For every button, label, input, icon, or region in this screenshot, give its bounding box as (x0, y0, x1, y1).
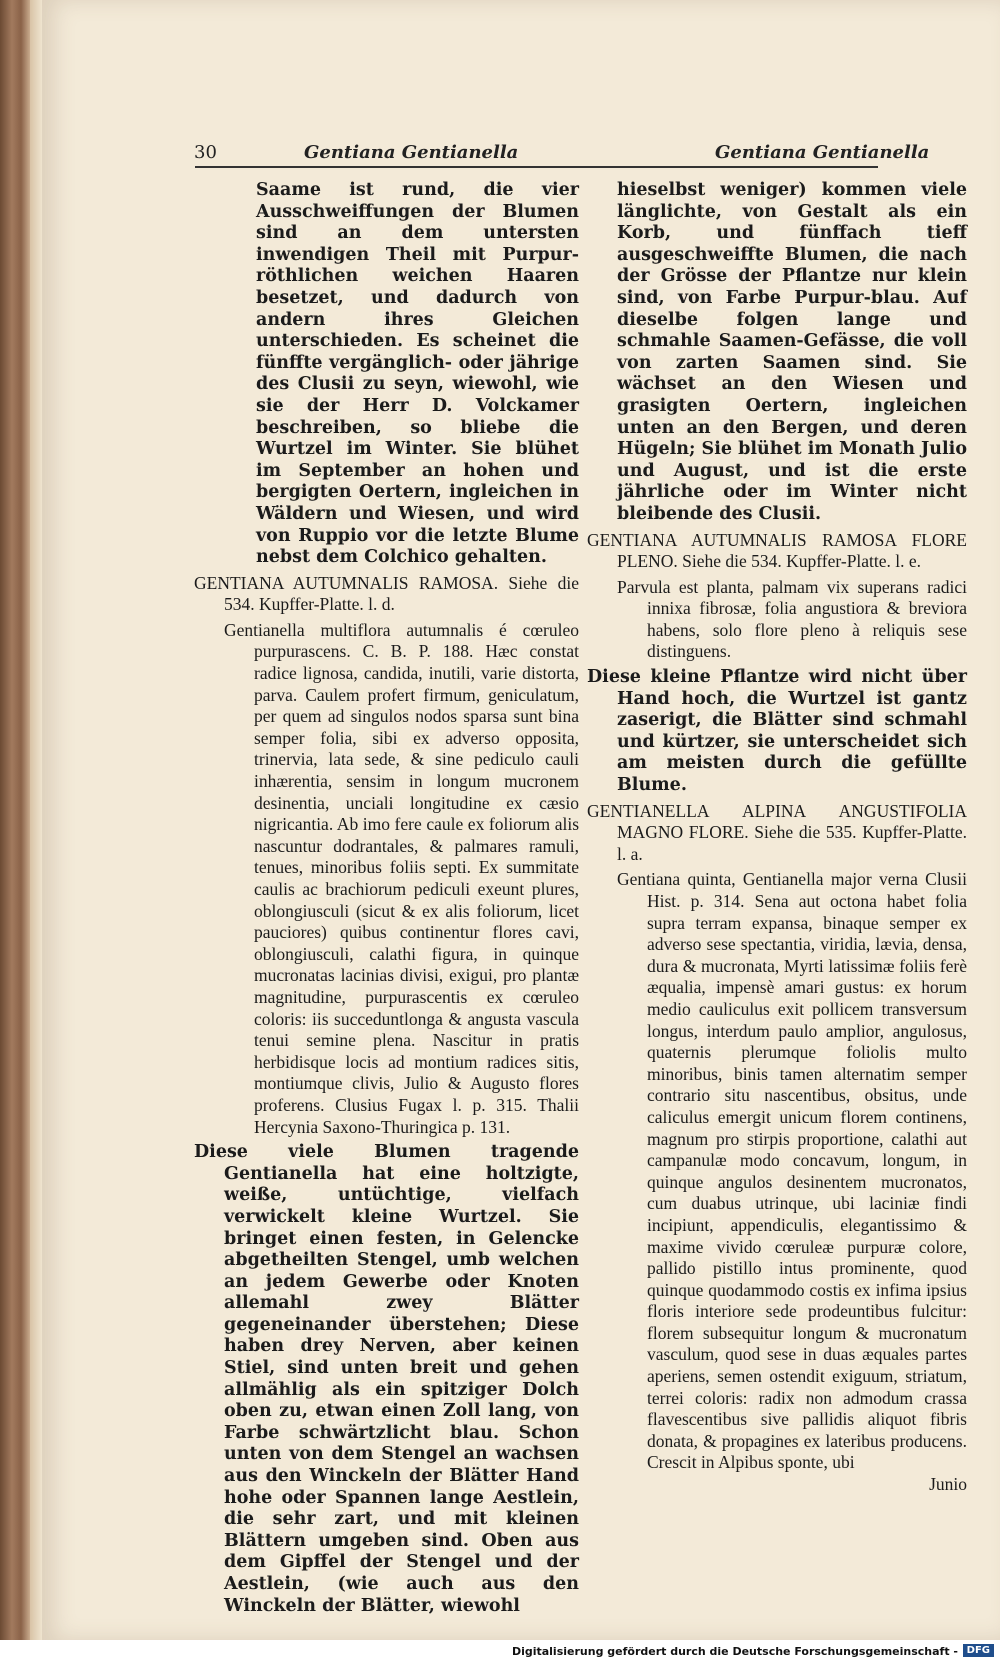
running-head-left: Gentiana Gentianella (304, 142, 519, 163)
page-number: 30 (194, 142, 217, 163)
catchword: Junio (929, 1474, 967, 1495)
running-head-right: Gentiana Gentianella (715, 142, 930, 163)
right-continued-paragraph: hieselbst weniger) kommen viele länglichte, von Gestalt als ein Korb, und fünffach tieff ausgeschweiffte Blumen, die nach der Grösse der Pflantze nur klein sind, von Farbe Purpur-blau. Auf dieselbe folgen lange und schmahle Saamen-Gefässe, die voll von zarten Saamen sind. Sie wächset an den Wiesen und grasigten Oertern, ingleichen unten an den Bergen, und deren Hügeln; Sie blühet im Monath Julio und August, und ist die erste jährliche oder im Winter nicht bleibende des Clusii. (617, 180, 967, 524)
left-continued-paragraph: Saame ist rund, die vier Ausschweiffungen der Blumen sind an dem untersten inwendigen Theil mit Purpur-röthlichen weichen Haaren besetzet, und dadurch von andern ihres Gleichen unterschieden. Es scheinet die fünffte vergänglich- oder jährige des Clusii zu seyn, wiewohl, wie sie der Herr D. Volckamer beschreiben, so bliebe die Wurtzel im Winter. Sie blühet im September an hohen und bergigten Oertern, ingleichen in Wäldern und Wiesen, und wird von Ruppio vor die letzte Blume nebst dem Colchico gehalten. (256, 180, 579, 568)
right-german-description: Diese kleine Pflantze wird nicht über Hand hoch, die Wurtzel ist gantz zaserigt, die Blätter sind schmahl und kürtzer, sie unterscheidet sich am meisten durch die gefüllte Blume. (587, 667, 967, 796)
book-binding (0, 0, 30, 1640)
left-entry-heading: GENTIANA AUTUMNALIS RAMOSA. Siehe die 534. Kupffer-Platte. l. d. (194, 572, 579, 615)
left-german-description: Diese viele Blumen tragende Gentianella hat eine holtzigte, weiße, untüchtige, vielfach verwickelt kleine Wurtzel. Sie bringet einen festen, in Gelencke abgetheilten Stengel, umb welchen an jedem Gewerbe oder Knoten allemahl zwey Blätter gegeneinander überstehen; Diese haben drey Nerven, aber keinen Stiel, sind unten breit und gehen allmählig als ein spitziger Dolch oben zu, etwan einen Zoll lang, von Farbe schwärtzlicht blau. Schon unten von dem Stengel an wachsen aus den Winckeln der Blätter Hand hohe oder Spannen lange Aestlein, die sehr zart, und mit kleinen Blättern umgeben sind. Oben aus dem Gipffel der Stengel und der Aestlein, (wie auch aus den Winckeln der Blätter, wiewohl (194, 1142, 579, 1616)
page-gutter (30, 0, 42, 1640)
digitization-footer (0, 1640, 1000, 1665)
right-latin-description-1: Parvula est planta, palmam vix superans radici innixa fibrosæ, folia angustiora & breviora habens, solo flore pleno à reliquis sese distinguens. (617, 576, 967, 662)
left-column (194, 180, 579, 1617)
right-column (587, 180, 967, 1496)
header-rule (195, 166, 878, 168)
footer-credit: Digitalisierung gefördert durch die Deutsche Forschungsgemeinschaft - (511, 1645, 958, 1658)
right-entry-heading-1: GENTIANA AUTUMNALIS RAMOSA FLORE PLENO. Siehe die 534. Kupffer-Platte. l. e. (587, 529, 967, 572)
right-entry-heading-2: GENTIANELLA ALPINA ANGUSTIFOLIA MAGNO FLORE. Siehe die 535. Kupffer-Platte. l. a. (587, 800, 967, 864)
dfg-logo: DFG (963, 1644, 994, 1657)
right-latin-description-2: Gentiana quinta, Gentianella major verna Clusii Hist. p. 314. Sena aut octona habet folia supra terram expansa, binaque semper ex adverso sese spectantia, viridia, lævia, densa, dura & mucronata, Myrti latissimæ foliis ferè æqualia, impensè amari gustus: ex horum medio cauliculus exit pollicem transversum longus, interdum paulo amplior, angulosus, quaternis plerumque foliolis multo minoribus, binis tamen alternatim semper contrario situ nascentibus, obsitus, unde caliculus emergit unicum florem continens, magnum pro stirpis proportione, calathi aut campanulæ modo concavum, longum, in quinque angulos desinentem mucronatos, cum duabus utrinque, ubi laciniæ findi incipiunt, appendiculis, elegantissimo & maxime vivido cœruleæ purpuræ colore, pallido pistillo intus prominente, quod quinque quodammodo costis ex infima ipsius floris interiore sede prodeuntibus fulcitur: florem subsequitur longum & mucronatum vasculum, quod sese in duas æquales partes aperiens, semen ostendit exiguum, striatum, terrei coloris: radix non admodum crassa flavescentibus sive pallidis aliquot fibris donata, & propagines ex lateribus producens. Crescit in Alpibus sponte, ubi (617, 869, 967, 1473)
left-latin-description: Gentianella multiflora autumnalis é cœruleo purpurascens. C. B. P. 188. Hæc constat radice lignosa, candida, inutili, varie distorta, parva. Caulem profert firmum, geniculatum, per quem ad singulos nodos sparsa sunt bina semper folia, sibi ex adverso opposita, trinervia, lata sede, & sine pediculo cauli inhærentia, sensim in longum mucronem desinentia, unciali longitudine ex cæsio nigricantia. Ab imo fere caule ex foliorum alis nascuntur dodrantales, & palmares ramuli, tenues, minoribus foliis septi. Ex summitate caulis ac brachiorum pediculi exeunt plures, oblongiusculi (sicut & ex alis foliorum, licet pauciores) quibus continentur flores cavi, oblongiusculi, calathi figura, in quinque mucronatas lacinias divisi, exigui, pro plantæ magnitudine, purpurascentis ex cœruleo coloris: iis succeduntlonga & angusta vascula tenui semine plena. Nascitur in pratis herbidisque locis ad montium radices sitis, montiumque clivis, Julio & Augusto flores proferens. Clusius Fugax l. p. 315. Thalii Hercynia Saxono-Thuringica p. 131. (224, 619, 579, 1137)
